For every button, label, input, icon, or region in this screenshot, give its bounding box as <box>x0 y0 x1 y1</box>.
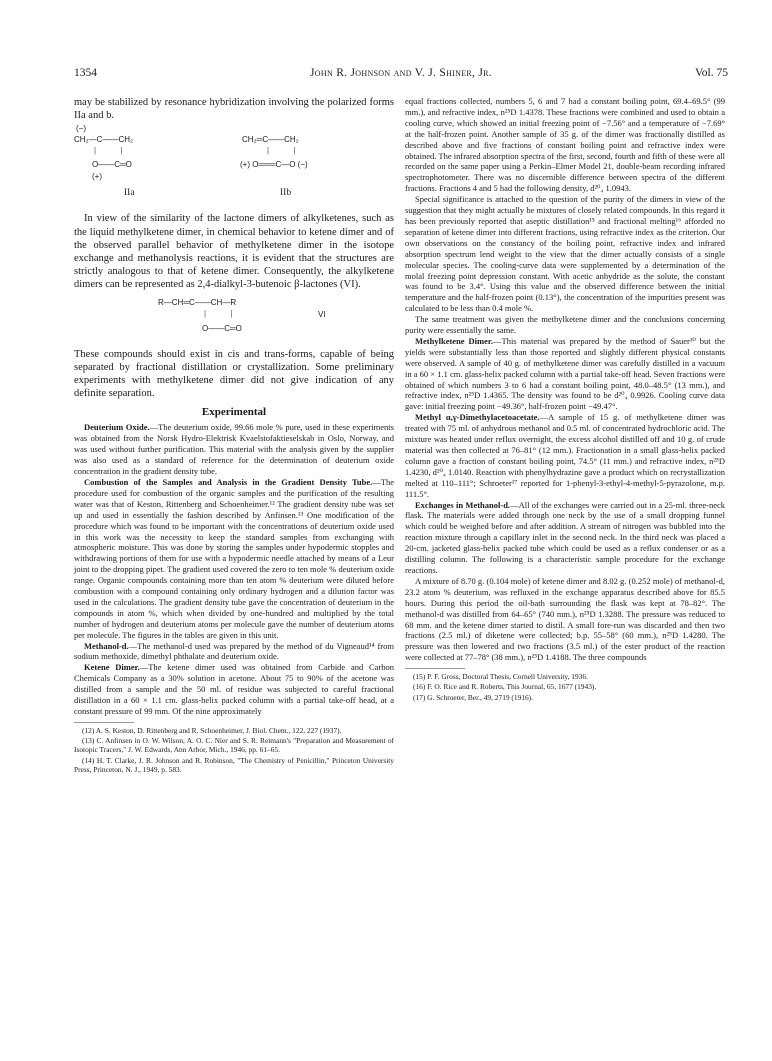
footnote-17: (17) G. Schroeter, Ber., 49, 2719 (1916). <box>413 692 533 702</box>
paragraph-ketene-dimer: Ketene Dimer.—The ketene dimer used was obtained from Carbide and Carbon Chemicals Company as a 30% solution in acetone. About 75 to 90% of the acetone was distilled from a sample and the 50 ml. of residue was subjected to careful fractional distillation in a 60 × 1.1 cm. glass-helix packed column with a partial take-off head, at a constant pressure of 99 mm. Of the nine approximately <box>74 662 394 716</box>
paragraph-deuterium-oxide: Deuterium Oxide.—The deuterium oxide, 99.66 mole % pure, used in these experiments was obtained from the Norsk Hydro-Elektrisk Kvaelstofaktieselskab in Oslo, Norway, and was used without further purification. This material with the analysis given by the supplier was also used as a standard of reference for the determination of deuterium oxide concentration in the gradient density tube. <box>74 422 394 477</box>
paragraph-methyl-acetoacetate: Methyl α,γ-Dimethylacetoacetate.—A sample of 15 g. of methylketene dimer was treated with 75 ml. of anhydrous methanol and 0.5 ml. of concentrated hydrochloric acid. The mixture was heated under reflux overnight, the excess alcohol distilled off and 10 g. of crude material was then collected at 76–81° (12 mm.). Fractionation in a small glass-helix packed column gave a fraction of constant boiling point, 74.5° (11 mm.) and refractive index, n²⁵D 1.4230, d²⁰₄ 1.0140. Reaction with phenylhydrazine gave a product which on recrystallization melted at 110–111°; Schroeter¹⁷ reported for 1-phenyl-3-ethyl-4-methyl-5-pyrazolone, m.p. 111.5°. <box>405 412 725 499</box>
IIa-row2: O——C═O <box>92 160 132 170</box>
page-number: 1354 <box>74 67 97 79</box>
footnote-15: (15) P. F. Gross, Doctoral Thesis, Cornell University, 1936. <box>413 672 588 682</box>
paragraph-cis-trans: These compounds should exist in cis and trans-forms, capable of being separated by fractional distillation or crystallization. Some preliminary experiments with methylketene dimer did not give indication of any definite separation. <box>74 348 394 400</box>
IIa-charge-top: (−) <box>76 124 86 134</box>
intro-paragraph: may be stabilized by resonance hybridization involving the polarized forms IIa and b. <box>74 97 394 122</box>
paragraph-exchanges: Exchanges in Methanol-d.—All of the exchanges were carried out in a 25-ml. three-neck flask. The materials were added through one neck by the use of a small dropping funnel which could be weighed before and after addition. A stream of nitrogen was bubbled into the reaction mixture through a capillary inlet in the second neck. In the third neck was placed a 20-cm. jacketed glass-helix packed tube which could be used as a reflux condenser or as a distilling column. The following is a characteristic sample procedure for the exchange reactions. <box>405 499 725 575</box>
footnote-14: (14) H. T. Clarke, J. R. Johnson and R. Robinson, "The Chemistry of Penicillin," Princeton University Press, Princeton, N. J., 1949, p. 583. <box>74 755 394 774</box>
paragraph-methanol-d: Methanol-d.—The methanol-d used was prepared by the method of du Vigneaud¹⁴ from sodium methoxide, dimethyl phthalate and deuterium oxide. <box>74 640 394 662</box>
footnote-16: (16) F. O. Rice and R. Roberts, This Journal, 65, 1677 (1943). <box>413 682 597 692</box>
paragraph-methylketene-dimer: Methylketene Dimer.—This material was prepared by the method of Sauer¹⁰ but the yields were substantially less than those reported and slightly different physical constants were observed. A sample of 40 g. of methylketene dimer was carefully distilled in a vacuum in a 60 × 1.1 cm. glass-helix packed column with a partial take-off head. Seven fractions were obtained of which numbers 3 to 6 had a constant boiling point, 48.0–48.5° (13 mm.), and refractive index, n²⁵D 1.4365. The density was found to be d²⁰₄ 0.9926. Cooling curve data gave: initial freezing point −49.36°, half-frozen point −49.47°. <box>405 335 725 412</box>
runin-methyl-acetoacetate: Methyl α,γ-Dimethylacetoacetate. <box>415 412 540 423</box>
structures-IIa-IIb: (−) CH₂—C——CH₂ | | O——C═O (+) IIa CH₂═C——CH₂ | | (+) O═══C—O (−) IIb <box>74 124 308 199</box>
IIb-label: IIb <box>280 188 292 199</box>
paragraph-similarity: In view of the similarity of the lactone dimers of alkylketenes, such as the liquid methylketene dimer, in chemical behavior to ketene dimer and of the observed parallel behavior of methylketene dimer in the isotope exchange and methanolysis reactions, it is evident that the structures are strictly analogous to that of ketene dimer. Consequently, the alkylketene dimers can be represented as 2,4-dialkyl-3-butenoic β-lactones (VI). <box>74 213 394 291</box>
runin-combustion: Combustion of the Samples and Analysis in the Gradient Density Tube. <box>84 476 373 487</box>
runin-deuterium-oxide: Deuterium Oxide. <box>84 422 150 433</box>
runin-ketene-dimer: Ketene Dimer. <box>84 662 140 673</box>
footnote-13: (13) C. Anfinsen in O. W. Wilson, A. O. C. Nier and S. R. Reimann's "Preparation and Measurement of Isotopic Tracers," J. W. Edwards, Ann Arbor, Mich., 1946, pp. 61–65. <box>74 736 394 755</box>
paragraph-purity: Special significance is attached to the question of the purity of the dimers in view of the suggestion that they might actually be mixtures of closely related compounds. In this regard it has been previously reported that aseptic distillation¹⁵ and fractional melting¹⁶ afforded no separation of ketene dimer into different fractions, using refractive index as the criterion. Our own observations on the constancy of the boiling point, refractive index and infrared absorption spectrum lend weight to the view that the dimer actually consists of a single molecular species. The cooling-curve data were supplemented by a determination of the molal freezing point depression constant. With acetic anhydride as the solute, the constant was found to be 3.4°. Using this value and the observed difference between the initial temperature and the half-frozen point (0.13°), the concentration of the impurities present was calculated to be less than 0.4 mole %. <box>405 194 725 314</box>
paragraph-combustion: Combustion of the Samples and Analysis in the Gradient Density Tube.—The procedure used for combustion of the organic samples and the purification of the resulting water was that of Keston, Rittenberg and Schoenheimer.¹² The gradient density tube was set up and used in essentially the fashion described by Anfinsen.¹³ One modification of the procedure which was found to be important with the concentrations of deuterium oxide used in this work was the necessity to keep the standard samples from exchanging with atmospheric moisture. This was done by storing the samples under hypodermic stopples and withdrawing portions of them for use with a hypodermic needle attached by means of a Leur joint to the dropping pipet. The gradient used covered the zero to ten mole % deuterium oxide range. Organic compounds containing more than ten atom % deuterium were diluted before combustion with a compound containing only ordinary hydrogen and a dilution factor was used in the calculations. The gradient density tube gave the concentration of deuterium in the compounds in atom %, which when divided by one-hundred and multiplied by the total number of hydrogen and deuterium atoms per molecule gave the number of deuterium atoms per molecule. The figures in the tables are given in this unit. <box>74 476 394 640</box>
left-column <box>74 96 394 774</box>
VI-row2: O——C═O <box>202 323 242 333</box>
VI-label: VI <box>318 309 326 319</box>
runin-methylketene-dimer: Methylketene Dimer. <box>415 335 493 346</box>
footnote-12: (12) A. S. Keston, D. Rittenberg and R. Schoenheimer, J. Biol. Chem., 122, 227 (1937). <box>82 725 342 735</box>
volume-number: Vol. 75 <box>694 67 728 79</box>
paragraph-mixture: A mixture of 8.70 g. (0.104 mole) of ketene dimer and 8.02 g. (0.252 mole) of methanol-d, 23.2 atom % deuterium, was refluxed in the exchange apparatus described above for 85.5 hours. During this period the oil-bath surrounding the flask was kept at 78–82°. The methanol-d was distilled from 64–65° (740 mm.), n²⁵D 1.3288. The pressure was reduced to 68 mm. and the ketene dimer started to distil. A small fore-run was discarded and then two fractions (2.5 ml.) of diketene were collected; b.p. 55–58° (60 mm.), n²⁵D 1.4280. The pressure was then lowered and two fractions (3.5 ml.) of the ester product of the reaction were collected at 77–78° (38 mm.), n²⁵D 1.4188. The three compounds <box>405 575 725 663</box>
IIa-row1: CH₂—C——CH₂ <box>74 135 134 145</box>
running-header <box>74 67 728 81</box>
runin-exchanges: Exchanges in Methanol-d. <box>415 499 511 510</box>
footnote-rule <box>74 722 134 723</box>
runin-methanol-d: Methanol-d. <box>84 640 129 651</box>
VI-row1: R—CH═C——CH—R <box>158 297 237 307</box>
paragraph-fractions: equal fractions collected, numbers 5, 6 and 7 had a constant boiling point, 69.4–69.5° (99 mm.), and refractive index, n²⁵D 1.4378. These fractions were combined and used to obtain a cooling curve, which showed an initial freezing point of −7.56° and a temperature of −7.69° at the half-frozen point. Another sample of 35 g. of the dimer was fractionally distilled as described above and five fractions of constant boiling point and refractive index were obtained. The infrared absorption spectra of the first, second, fourth and fifth of these were all recorded on the same paper using a Perkin–Elmer Model 21, double-beam recording infrared spectrophotometer. There was no discernible difference between spectra of the different fractions. Fractions 4 and 5 had the following density, d²⁰₄ 1.0943. <box>405 96 725 194</box>
structure-VI: R—CH═C——CH—R | | O——C═O VI <box>158 297 326 333</box>
running-authors: John R. Johnson and V. J. Shiner, Jr. <box>310 67 492 79</box>
footnote-rule-right <box>405 668 465 669</box>
IIa-label: IIa <box>124 188 135 199</box>
IIa-row3: (+) <box>92 172 102 182</box>
section-heading-experimental: Experimental <box>201 406 267 419</box>
paragraph-same-treatment: The same treatment was given the methylketene dimer and the conclusions concerning purity were essentially the same. <box>405 314 725 336</box>
IIb-row1: CH₂═C——CH₂ <box>242 135 299 145</box>
IIb-row2: (+) O═══C—O (−) <box>240 160 308 170</box>
right-column <box>405 96 725 702</box>
